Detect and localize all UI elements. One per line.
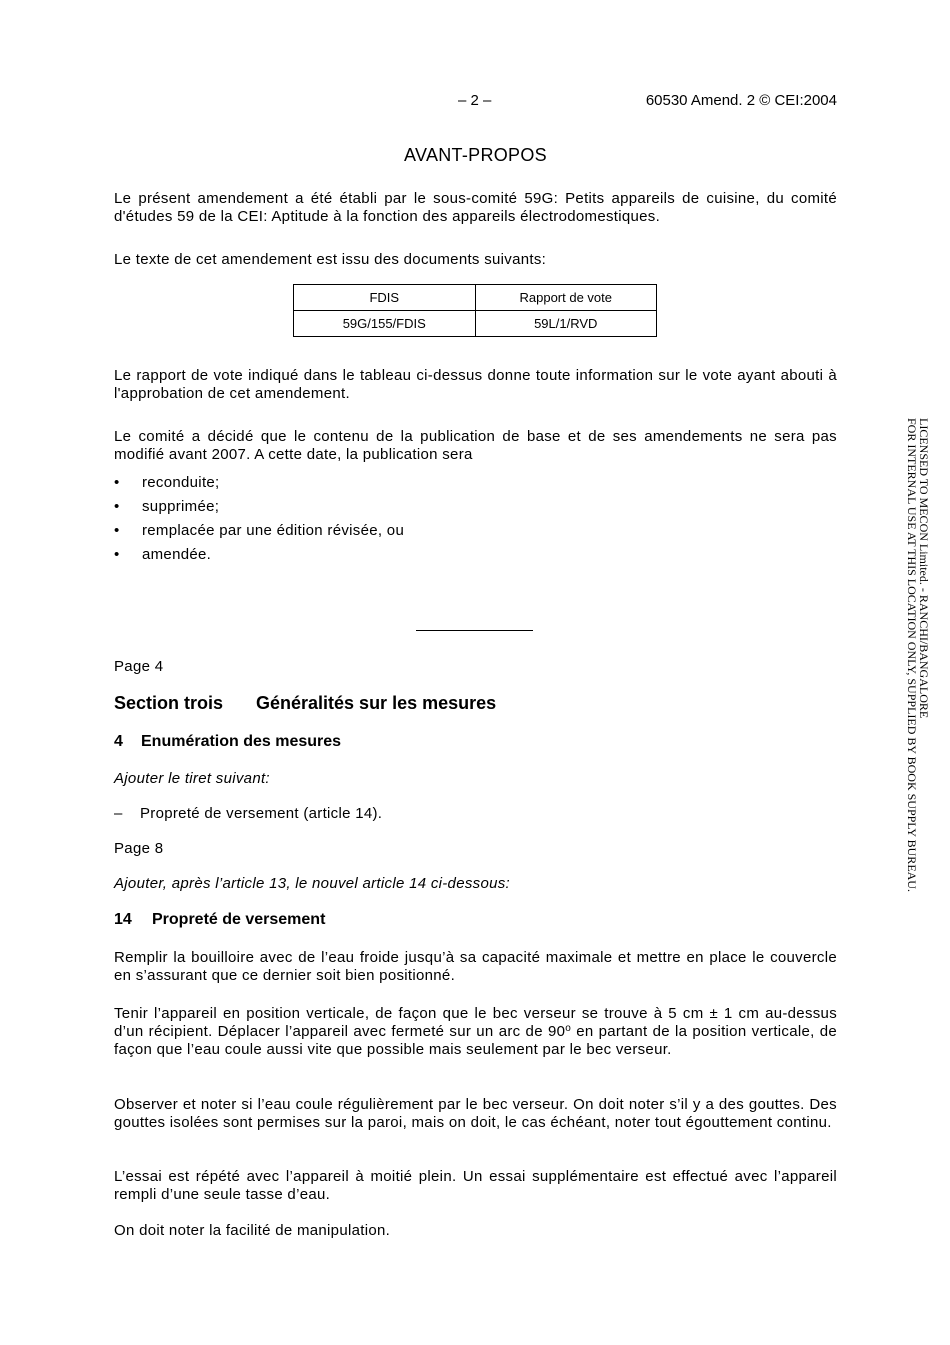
page-number: – 2 – xyxy=(458,92,492,109)
clause-heading: 4 Enumération des mesures xyxy=(114,733,342,750)
license-watermark: LICENSED TO MECON Limited. - RANCHI/BANGALORE FOR INTERNAL USE AT THIS LOCATION ONLY, SUPPLIED BY BOOK SUPPLY BUREAU. xyxy=(905,418,931,892)
table-cell: 59G/155/FDIS xyxy=(294,311,476,337)
bullet-icon: • xyxy=(114,474,120,491)
instruction-text: Ajouter le tiret suivant: xyxy=(114,770,270,787)
body-paragraph: L’essai est répété avec l’appareil à moitié plein. Un essai supplémentaire est effectué avec l’appareil rempli d’une seule tasse d’eau. xyxy=(114,1168,837,1203)
clause-heading: 14 Propreté de versement xyxy=(114,911,326,928)
table-header-cell: FDIS xyxy=(294,285,476,311)
section-heading: Section trois Généralités sur les mesures xyxy=(114,693,497,713)
vote-note: Le rapport de vote indiqué dans le tableau ci-dessus donne toute information sur le vote ayant abouti à l'approbation de cet amendement. xyxy=(114,367,837,402)
table-cell: 59L/1/RVD xyxy=(475,311,657,337)
degree-symbol: o xyxy=(565,1023,572,1034)
page-title: AVANT-PROPOS xyxy=(404,145,547,165)
body-paragraph: Remplir la bouilloire avec de l’eau froide jusqu’à sa capacité maximale et mettre en place le couvercle en s’assurant que ce dernier soit bien positionné. xyxy=(114,949,837,984)
documents-intro: Le texte de cet amendement est issu des documents suivants: xyxy=(114,251,547,268)
bullet-icon: • xyxy=(114,546,120,563)
table-header-row xyxy=(294,285,657,311)
table-header-cell: Rapport de vote xyxy=(475,285,657,311)
bullet-icon: • xyxy=(114,522,120,539)
vote-table xyxy=(293,284,657,337)
dash-marker: – xyxy=(114,805,123,822)
body-paragraph: On doit noter la facilité de manipulation. xyxy=(114,1222,391,1239)
body-paragraph: Tenir l’appareil en position verticale, de façon que le bec verseur se trouve à 5 cm ± 1 cm au-dessus d’un récipient. Déplacer l’appareil avec fermeté sur un arc de 90$^o$ en partant de la position verticale, de façon que l’eau coule aussi vite que possible mais seulement par le bec verseur. xyxy=(114,1005,838,1058)
bullet-icon: • xyxy=(114,498,120,515)
instruction-text: Ajouter, après l’article 13, le nouvel article 14 ci-dessous: xyxy=(114,875,510,892)
committee-note: Le comité a décidé que le contenu de la publication de base et de ses amendements ne sera pas modifié avant 2007. A cette date, la publication sera xyxy=(114,428,837,463)
intro-paragraph: Le présent amendement a été établi par le sous-comité 59G: Petits appareils de cuisine, du comité d'études 59 de la CEI: Aptitude à la fonction des appareils électrodomestiques. xyxy=(114,190,837,225)
page-reference: Page 8 xyxy=(114,840,164,857)
body-paragraph: Observer et noter si l’eau coule régulièrement par le bec verseur. On doit noter s’il y a des gouttes. Des gouttes isolées sont permises sur la paroi, mais on doit, le cas échéant, noter tout égouttement continu. xyxy=(114,1096,837,1131)
separator-rule xyxy=(416,630,533,631)
document-reference: 60530 Amend. 2 © CEI:2004 xyxy=(645,92,837,109)
page-reference: Page 4 xyxy=(114,658,164,675)
table-row xyxy=(294,311,657,337)
